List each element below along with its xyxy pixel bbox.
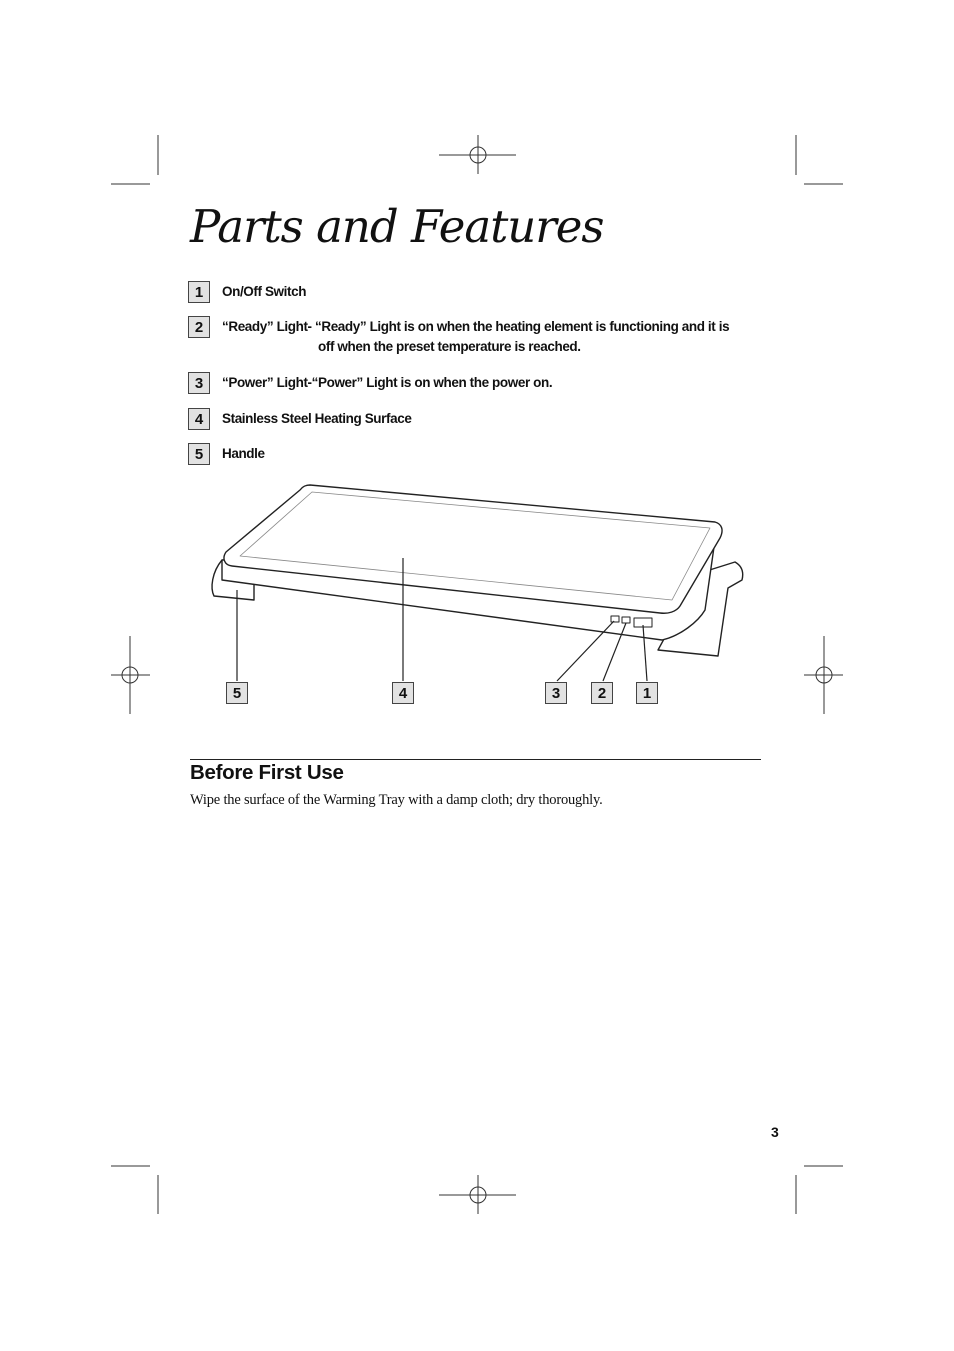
part-text: Handle xyxy=(222,446,265,461)
part-text: On/Off Switch xyxy=(222,284,307,299)
section-divider xyxy=(190,759,761,760)
registration-mark-left xyxy=(111,636,150,714)
part-number: 2 xyxy=(188,316,210,338)
callout-4: 4 xyxy=(392,682,414,704)
power-light xyxy=(611,616,619,622)
part-text: “Power” Light-“Power” Light is on when the power on. xyxy=(222,375,553,390)
part-number: 4 xyxy=(188,408,210,430)
part-number: 3 xyxy=(188,372,210,394)
part-item-4 xyxy=(188,408,411,430)
warming-tray-illustration xyxy=(212,485,743,656)
callout-3: 3 xyxy=(545,682,567,704)
callout-2: 2 xyxy=(591,682,613,704)
section-heading: Before First Use xyxy=(190,761,344,784)
page-number: 3 xyxy=(771,1124,779,1140)
part-text: Stainless Steel Heating Surface xyxy=(222,411,412,426)
part-item-3 xyxy=(188,372,552,394)
callout-1: 1 xyxy=(636,682,658,704)
part-number: 1 xyxy=(188,281,210,303)
page-title: Parts and Features xyxy=(190,200,604,253)
ready-light xyxy=(622,617,630,623)
registration-mark-top xyxy=(439,135,516,174)
part-item-2 xyxy=(188,316,729,357)
part-item-1 xyxy=(188,281,306,303)
section-body: Wipe the surface of the Warming Tray with a damp cloth; dry thoroughly. xyxy=(190,792,603,808)
part-text: “Ready” Light- “Ready” Light is on when the heating element is functioning and it is off when the preset temperature is reached. xyxy=(222,319,730,354)
part-number: 5 xyxy=(188,443,210,465)
part-item-5 xyxy=(188,443,265,465)
callout-5: 5 xyxy=(226,682,248,704)
registration-mark-bottom xyxy=(439,1175,516,1214)
registration-mark-right xyxy=(804,636,843,714)
